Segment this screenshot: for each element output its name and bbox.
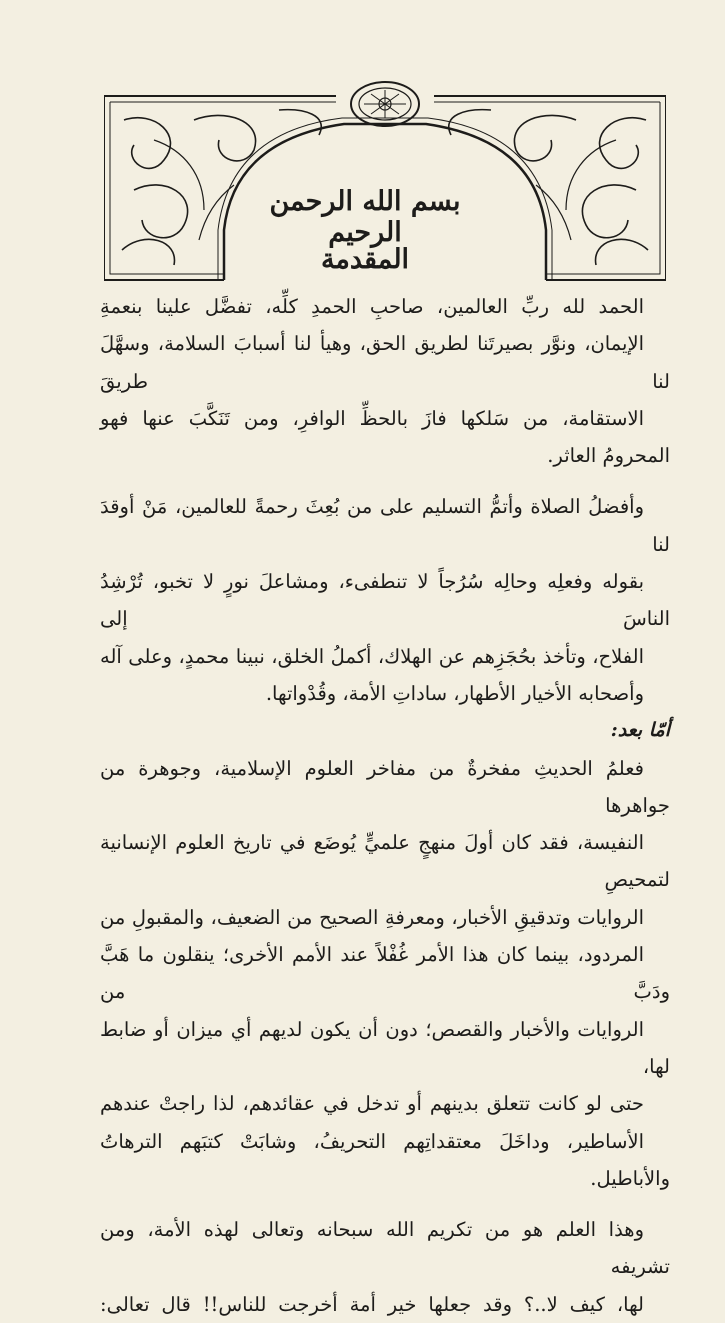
text-line: الفلاح، وتأخذ بحُجَزِهم عن الهلاك، أكملُ الخلق، نبينا محمدٍ، وعلى آله xyxy=(100,644,644,668)
body-text xyxy=(100,288,670,1323)
text-line: النفيسة، فقد كان أولَ منهجٍ علميٍّ يُوضَع في تاريخ العلوم الإنسانية لتمحيصِ xyxy=(100,831,670,892)
paragraph-salat xyxy=(100,488,670,712)
text-line: بقوله وفعلِه وحالِه سُرُجاً لا تنطفىء، ومشاعلَ نورٍ لا تخبو، تُرْشِدُ الناسَ إلى xyxy=(100,570,670,631)
text-line: الروايات والأخبار والقصص؛ دون أن يكون لديهم أي ميزان أو ضابط لها، xyxy=(100,1017,670,1078)
text-line: وأصحابه الأخيار الأطهار، ساداتِ الأمة، وقُدْواتها. xyxy=(265,681,644,705)
text-line: الاستقامة، من سَلكها فازَ بالحظِّ الوافرِ، ومن تَنَكَّبَ عنها فهو المحرومُ العاثر. xyxy=(100,406,670,468)
basmala-calligraphy: بسم الله الرحمن الرحيم xyxy=(269,186,461,248)
paragraph-hamd xyxy=(100,288,670,474)
text-line: وأفضلُ الصلاة وأتمُّ التسليم على من بُعِثَ رحمةً للعالمين، مَنْ أوقدَ لنا xyxy=(100,495,670,556)
amma-baad-heading: أمّا بعد: xyxy=(610,719,670,742)
paragraph-hadith-science xyxy=(100,750,670,1198)
text-line: المردود، بينما كان هذا الأمر غُفْلاً عند الأمم الأخرى؛ ينقلون ما هَبَّ ودَبَّ من xyxy=(100,943,670,1004)
text-line: الإيمان، ونوَّر بصيرتَنا لطريق الحق، وهيأ لنا أسبابَ السلامة، وسهَّلَ لنا طريقَ xyxy=(100,332,670,393)
text-line: الأساطير، وداخَلَ معتقداتِهم التحريفُ، وشابَتْ كتبَهم الترهاتُ والأباطيل. xyxy=(100,1129,670,1190)
text-line: فعلمُ الحديثِ مفخرةٌ من مفاخر العلوم الإسلامية، وجوهرة من جواهرها xyxy=(100,756,670,817)
text-line: وهذا العلم هو من تكريم الله سبحانه وتعالى لهذه الأمة، ومن تشريفه xyxy=(100,1218,670,1279)
paragraph-honor xyxy=(100,1211,670,1323)
text-line: حتى لو كانت تتعلق بدينهم أو تدخل في عقائدهم، لذا راجتْ عندهم xyxy=(100,1092,644,1116)
text-line: لها، كيف لا..؟ وقد جعلها خير أمة أخرجت للناس!! قال تعالى: xyxy=(100,1292,644,1316)
text-line: الروايات وتدقيقِ الأخبار، ومعرفةِ الصحيح من الضعيف، والمقبولِ من xyxy=(100,905,644,929)
text-line: الحمد لله ربِّ العالمين، صاحبِ الحمدِ كلِّه، تفضَّل علينا بنعمةِ xyxy=(100,295,644,318)
chapter-title: المقدمة xyxy=(320,244,410,275)
